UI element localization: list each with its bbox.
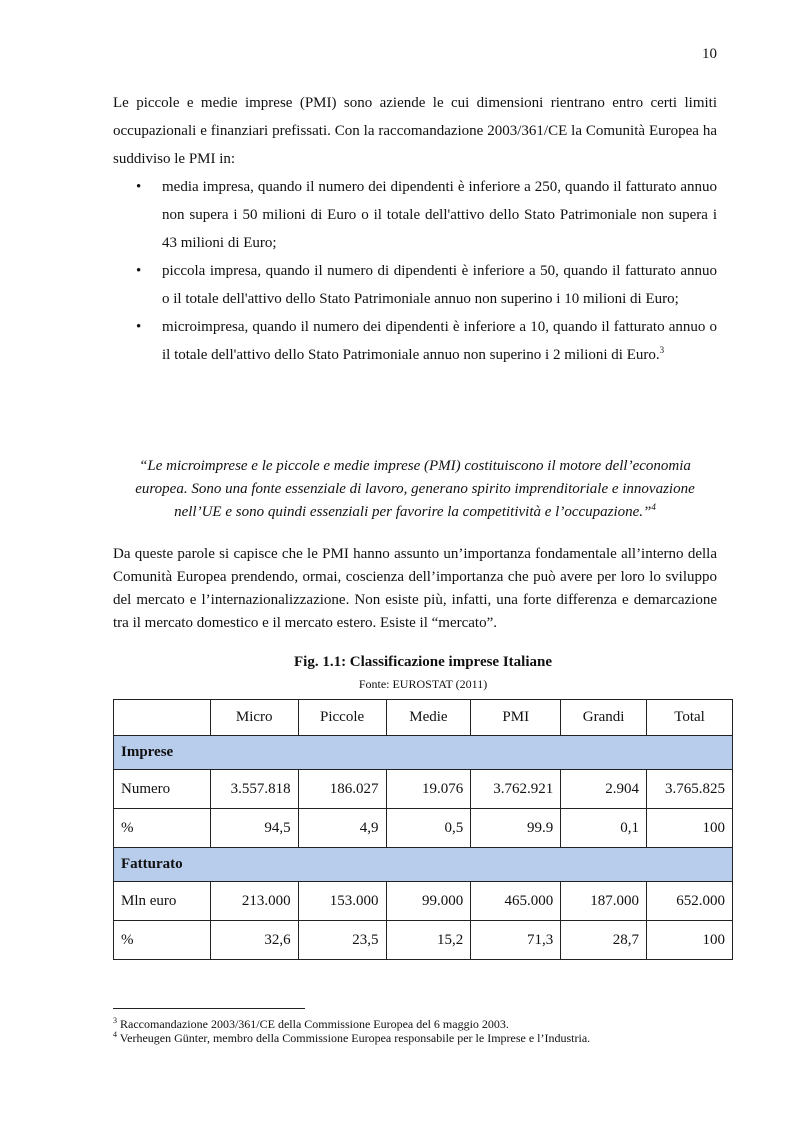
table-cell: 186.027 (298, 770, 386, 809)
footnote-text: Verheugen Günter, membro della Commissione Europea responsabile per le Imprese e l’Industria. (119, 1031, 591, 1045)
list-item-media-impresa (113, 173, 717, 257)
bullet-icon: • (136, 319, 142, 335)
table-cell: 99.9 (471, 809, 561, 848)
list-item-text: piccola impresa, quando il numero di dipendenti è inferiore a 50, quando il fatturato annuo o il totale dell'attivo dello Stato Patrimoniale annuo non superino i 10 milioni di Euro; (162, 263, 717, 307)
table-cell: 153.000 (298, 882, 386, 921)
table-cell: 15,2 (386, 921, 471, 960)
footnote-text: Raccomandazione 2003/361/CE della Commissione Europea del 6 maggio 2003. (120, 1017, 509, 1031)
footnote-separator (113, 1008, 305, 1009)
table-cell: 2.904 (561, 770, 647, 809)
header-cell-micro: Micro (210, 700, 298, 736)
header-cell-pmi: PMI (471, 700, 561, 736)
table-row (114, 770, 733, 809)
table-cell: 3.765.825 (647, 770, 733, 809)
table-cell: 3.557.818 (210, 770, 298, 809)
header-cell-medie: Medie (386, 700, 471, 736)
footnote-number: 3 (113, 1016, 117, 1025)
classification-table (113, 699, 733, 960)
row-label: % (114, 809, 211, 848)
eu-quote (113, 455, 717, 524)
intro-paragraph: Le piccole e medie imprese (PMI) sono aziende le cui dimensioni rientrano entro certi limiti occupazionali e finanziari prefissati. Con la raccomandazione 2003/361/CE la Comunità Europea ha suddiviso le PMI in: (113, 95, 717, 167)
list-item-microimpresa (113, 313, 717, 369)
table-cell: 71,3 (471, 921, 561, 960)
page-number: 10 (702, 46, 717, 62)
table-cell: 19.076 (386, 770, 471, 809)
header-cell-grandi: Grandi (561, 700, 647, 736)
table-row (114, 882, 733, 921)
list-item-text: media impresa, quando il numero dei dipendenti è inferiore a 250, quando il fatturato annuo non supera i 50 milioni di Euro o il totale dell'attivo dello Stato Patrimoniale non supera i 43 milioni di Euro; (162, 179, 717, 251)
table-cell: 0,1 (561, 809, 647, 848)
table-cell: 187.000 (561, 882, 647, 921)
table-cell: 28,7 (561, 921, 647, 960)
table-row (114, 809, 733, 848)
footnote-3 (113, 1017, 733, 1031)
footnote-ref-4: 4 (651, 502, 656, 512)
table-cell: 100 (647, 921, 733, 960)
table-cell: 3.762.921 (471, 770, 561, 809)
table-cell: 23,5 (298, 921, 386, 960)
table-cell: 32,6 (210, 921, 298, 960)
paragraph-2 (113, 543, 717, 635)
footnote-number: 4 (113, 1030, 117, 1039)
footnote-4 (113, 1031, 733, 1045)
bullet-icon: • (136, 263, 142, 279)
pmi-definition-list (113, 173, 717, 369)
table-cell: 0,5 (386, 809, 471, 848)
list-item-text: microimpresa, quando il numero dei dipendenti è inferiore a 10, quando il fatturato annuo o il totale dell'attivo dello Stato Patrimoniale annuo non superino i 2 milioni di Euro. (162, 319, 717, 363)
intro-section (113, 89, 717, 369)
section-title: Imprese (114, 736, 733, 770)
table-cell: 4,9 (298, 809, 386, 848)
section-title: Fatturato (114, 848, 733, 882)
table-cell: 213.000 (210, 882, 298, 921)
table-cell: 94,5 (210, 809, 298, 848)
section-row-fatturato (114, 848, 733, 882)
table-header-row (114, 700, 733, 736)
table-cell: 465.000 (471, 882, 561, 921)
header-cell-piccole: Piccole (298, 700, 386, 736)
table-cell: 652.000 (647, 882, 733, 921)
row-label: % (114, 921, 211, 960)
quote-text: “Le microimprese e le piccole e medie imprese (PMI) costituiscono il motore dell’economia europea. Sono una fonte essenziale di lavoro, generano spirito imprenditoriale e innovazione nell’UE e sono quindi essenziali per favorire la competitività e l’occupazione.” (135, 458, 695, 520)
section-row-imprese (114, 736, 733, 770)
table-row (114, 921, 733, 960)
header-cell-empty (114, 700, 211, 736)
footnote-ref-3: 3 (659, 345, 665, 355)
header-cell-total: Total (647, 700, 733, 736)
figure-source: Fonte: EUROSTAT (2011) (358, 677, 488, 691)
row-label: Numero (114, 770, 211, 809)
figure-title: Fig. 1.1: Classificazione imprese Italiane (293, 654, 553, 670)
table-cell: 100 (647, 809, 733, 848)
paragraph-2-text: Da queste parole si capisce che le PMI hanno assunto un’importanza fondamentale all’interno della Comunità Europea prendendo, ormai, coscienza dell’importanza che può avere per loro lo sviluppo del mercato e l’internazionalizzazione. Non esiste più, infatti, una forte differenza e demarcazione tra il mercato domestico e il mercato estero. Esiste il “mercato”. (113, 546, 717, 631)
row-label: Mln euro (114, 882, 211, 921)
bullet-icon: • (136, 179, 142, 195)
table-cell: 99.000 (386, 882, 471, 921)
list-item-piccola-impresa (113, 257, 717, 313)
